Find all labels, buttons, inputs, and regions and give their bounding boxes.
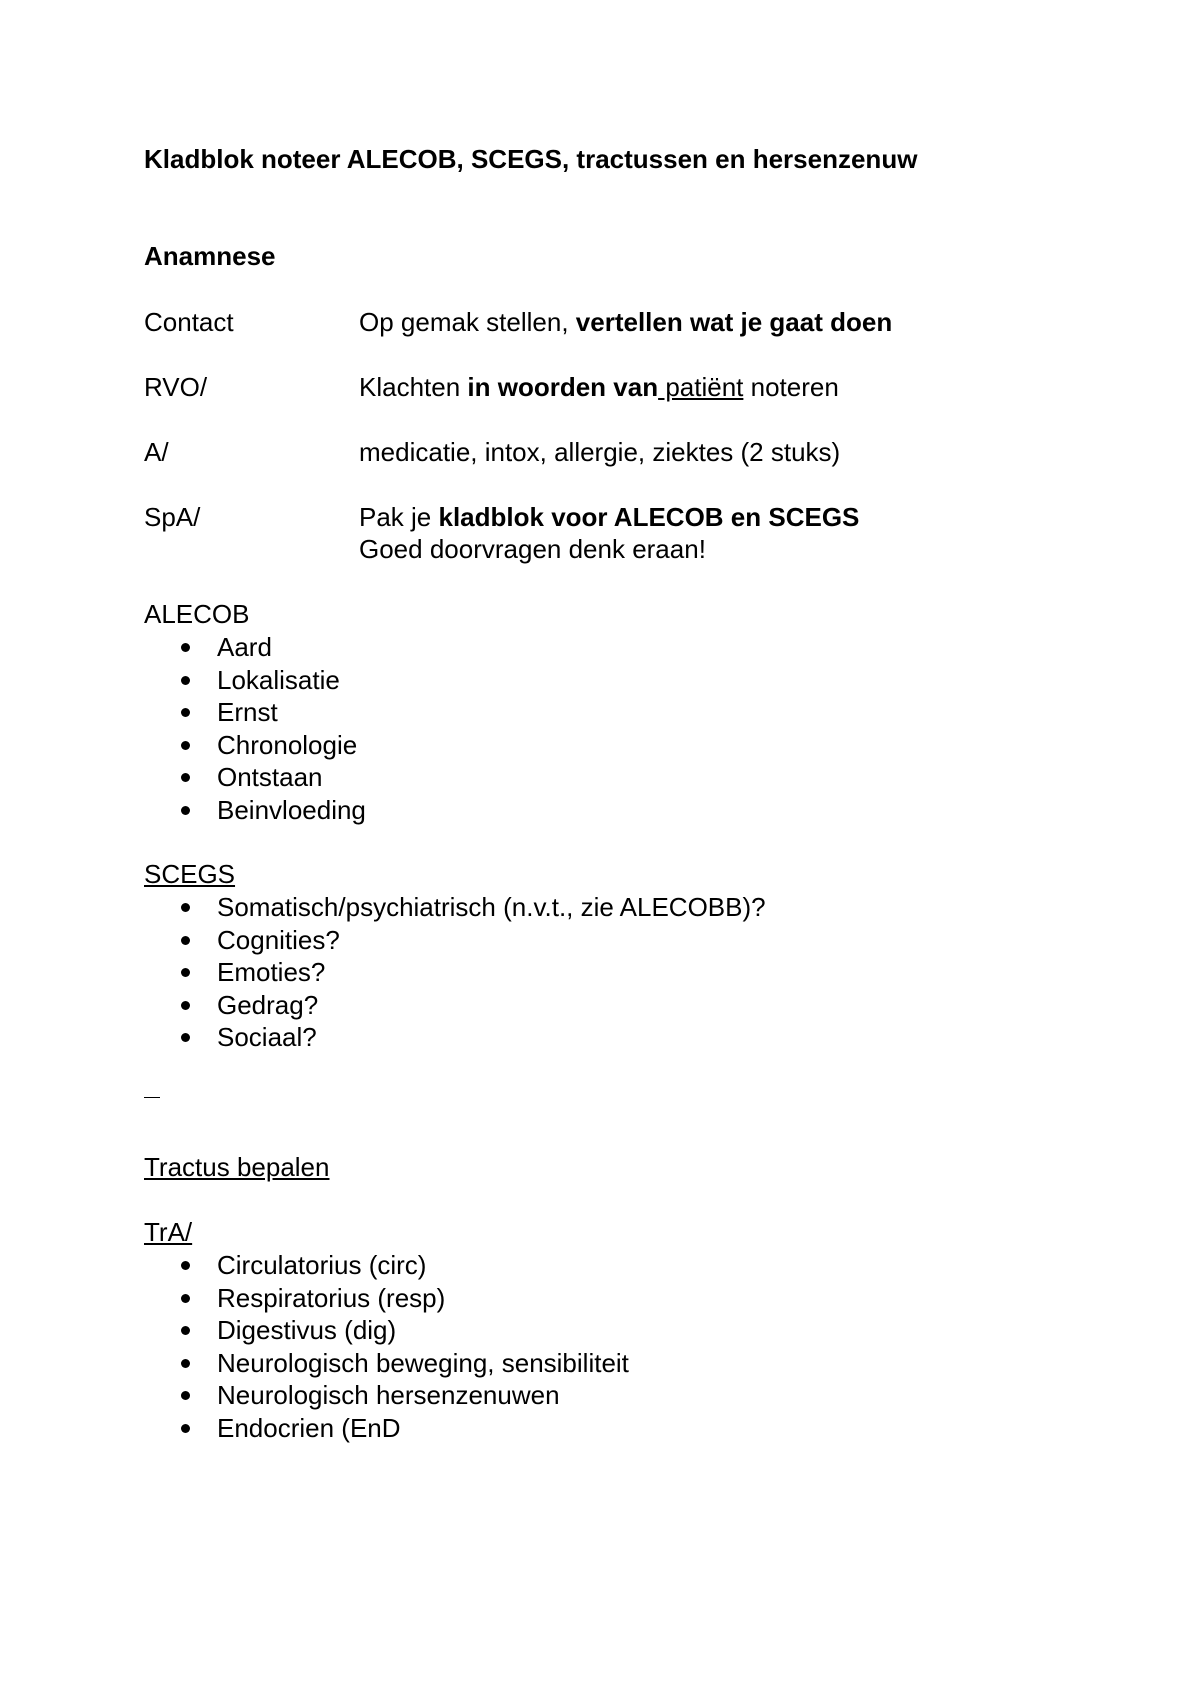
bullet-icon [181,1001,190,1010]
list-item: Circulatorius (circ) [144,1249,629,1282]
contact-label: Contact [144,307,234,337]
list-item: Respiratorius (resp) [144,1282,629,1315]
list-item: Ontstaan [144,761,366,794]
rvo-text-b: noteren [743,372,839,402]
bullet-icon [181,1391,190,1400]
rvo-text-bold: in woorden van [467,372,659,402]
rvo-label: RVO/ [144,372,208,402]
anamnese-heading: Anamnese [144,241,276,271]
tractus-title: Tractus bepalen [144,1152,330,1182]
document-title: Kladblok noteer ALECOB, SCEGS, tractussen en hersenzenuw [144,144,918,174]
alecob-list [144,631,366,826]
document-page [144,0,1104,1698]
list-item: Gedrag? [144,989,766,1022]
alecob-title: ALECOB [144,599,250,629]
spa-text [359,501,859,565]
bullet-icon [181,741,190,750]
bullet-icon [181,936,190,945]
tra-subtitle: TrA/ [144,1217,193,1247]
underscore-mark [144,1097,160,1098]
list-item: Aard [144,631,366,664]
bullet-icon [181,773,190,782]
bullet-icon [181,806,190,815]
spa-label: SpA/ [144,502,201,532]
a-label: A/ [144,437,169,467]
list-item: Emoties? [144,956,766,989]
spa-line1-bold: kladblok voor ALECOB en SCEGS [438,502,860,532]
list-item: Somatisch/psychiatrisch (n.v.t., zie ALECOBB)? [144,891,766,924]
bullet-icon [181,1326,190,1335]
scegs-list [144,891,766,1054]
bullet-icon [181,1033,190,1042]
a-text: medicatie, intox, allergie, ziektes (2 stuks) [359,437,841,467]
bullet-icon [181,708,190,717]
list-item: Lokalisatie [144,664,366,697]
contact-text-bold: vertellen wat je gaat doen [575,307,893,337]
list-item: Chronologie [144,729,366,762]
rvo-text-underline: patiënt [658,372,744,402]
list-item: Ernst [144,696,366,729]
scegs-title: SCEGS [144,859,236,889]
tractus-list [144,1249,629,1444]
bullet-icon [181,1294,190,1303]
bullet-icon [181,643,190,652]
bullet-icon [181,1261,190,1270]
contact-text [359,306,892,338]
list-item: Beinvloeding [144,794,366,827]
list-item: Cognities? [144,924,766,957]
spa-line1-plain: Pak je [359,502,439,532]
list-item: Sociaal? [144,1021,766,1054]
list-item: Neurologisch beweging, sensibiliteit [144,1347,629,1380]
bullet-icon [181,903,190,912]
bullet-icon [181,968,190,977]
contact-text-plain: Op gemak stellen, [359,307,576,337]
bullet-icon [181,1424,190,1433]
spa-line2: Goed doorvragen denk eraan! [359,534,706,564]
rvo-text [359,371,839,403]
rvo-text-a: Klachten [359,372,468,402]
bullet-icon [181,676,190,685]
list-item: Digestivus (dig) [144,1314,629,1347]
list-item: Endocrien (EnD [144,1412,629,1445]
list-item: Neurologisch hersenzenuwen [144,1379,629,1412]
bullet-icon [181,1359,190,1368]
